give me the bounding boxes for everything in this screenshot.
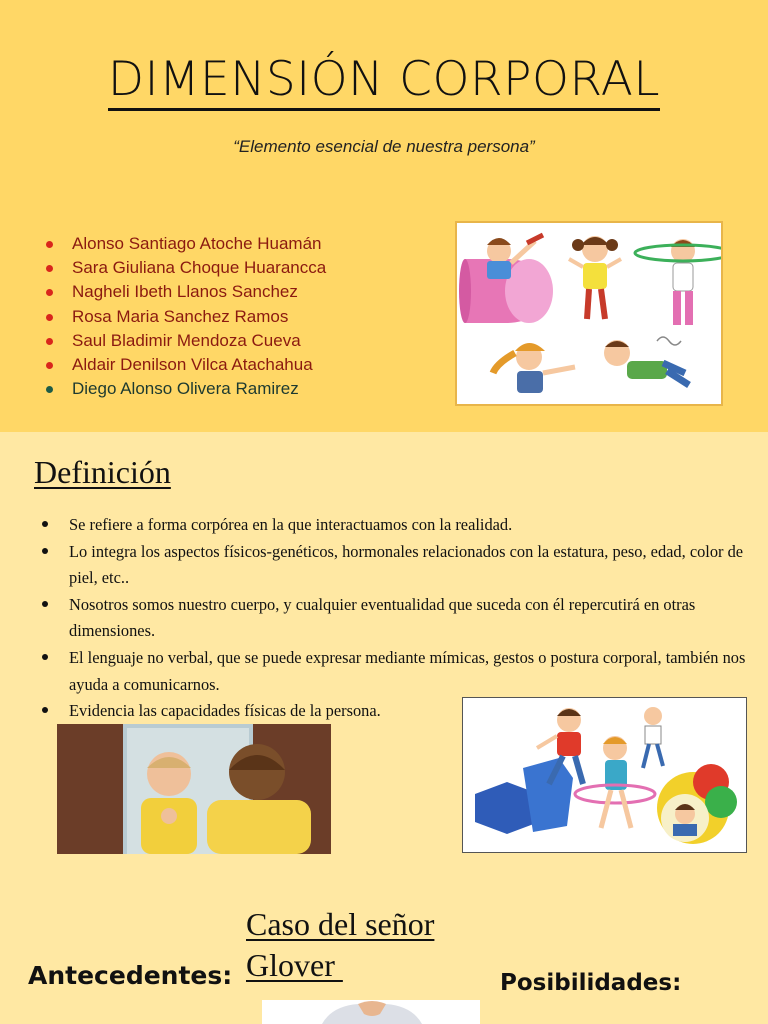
list-item: Aldair Denilson Vilca Atachahua — [46, 353, 326, 377]
list-item: Se refiere a forma corpórea en la que interactuamos con la realidad. — [42, 512, 752, 539]
list-item: Nagheli Ibeth Llanos Sanchez — [46, 280, 326, 304]
list-item: Rosa Maria Sanchez Ramos — [46, 305, 326, 329]
boy-mirror-photo — [57, 724, 331, 854]
definition-title: Definición — [34, 454, 171, 490]
definition-list — [42, 512, 752, 725]
list-item: Alonso Santiago Atoche Huamán — [46, 232, 326, 256]
case-title-line1: Caso del señor — [246, 906, 435, 942]
glover-photo — [262, 1000, 480, 1024]
children-exercising-illustration — [455, 221, 723, 406]
list-item: Saul Bladimir Mendoza Cueva — [46, 329, 326, 353]
posibilidades-heading: Posibilidades: — [500, 970, 682, 996]
page-subtitle: “Elemento esencial de nuestra persona” — [233, 137, 535, 156]
list-item: Diego Alonso Olivera Ramirez — [46, 377, 326, 401]
member-list — [46, 232, 326, 401]
list-item: El lenguaje no verbal, que se puede expresar mediante mímicas, gestos o postura corporal, también nos ayuda a comunicarnos. — [42, 645, 752, 698]
case-title-line2: Glover — [246, 947, 343, 983]
case-title — [246, 904, 434, 986]
page-title: DIMENSIÓN CORPORAL — [0, 52, 768, 107]
list-item: Sara Giuliana Choque Huarancca — [46, 256, 326, 280]
children-playing-illustration — [462, 697, 747, 853]
list-item: Evidencia las capacidades físicas de la persona. — [42, 698, 752, 725]
list-item: Lo integra los aspectos físicos-genéticos, hormonales relacionados con la estatura, peso, edad, color de piel, etc.. — [42, 539, 752, 592]
antecedentes-heading: Antecedentes: — [28, 961, 233, 990]
list-item: Nosotros somos nuestro cuerpo, y cualquier eventualidad que suceda con él repercutirá en otras dimensiones. — [42, 592, 752, 645]
